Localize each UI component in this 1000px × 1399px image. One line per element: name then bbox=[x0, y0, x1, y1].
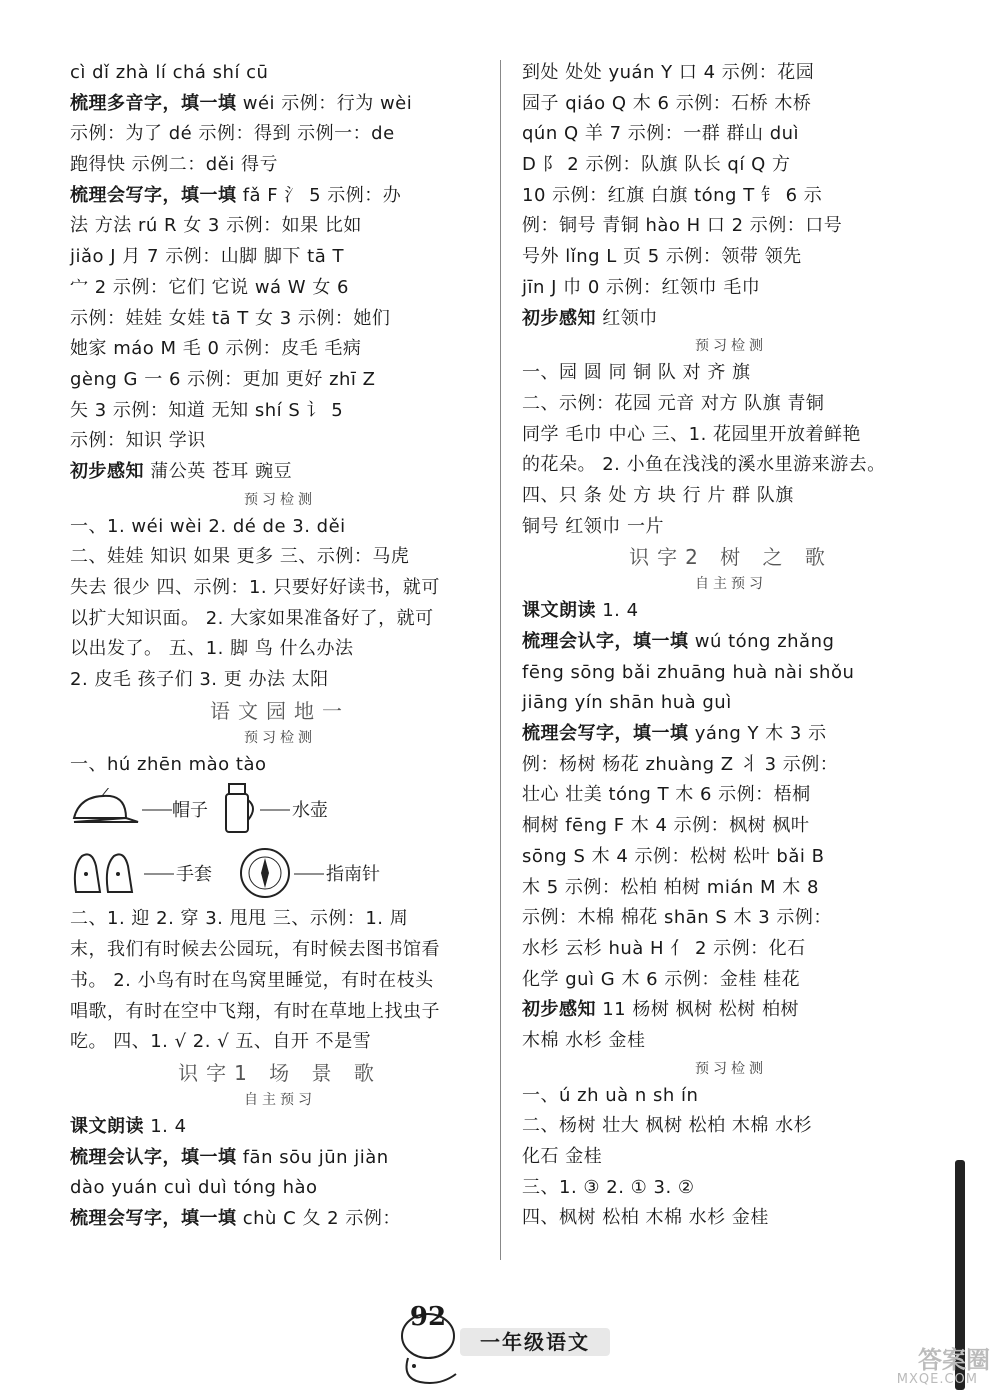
answer-text: 水杉 云杉 huà H 亻 2 示例：化石 bbox=[522, 937, 806, 959]
answer-line bbox=[522, 89, 940, 120]
answer-text: yáng Y 木 3 示 bbox=[688, 723, 827, 745]
answer-line bbox=[522, 1026, 940, 1057]
answer-line bbox=[70, 573, 490, 604]
pic-label: 手套 bbox=[176, 864, 212, 886]
answer-text: 1. 4 bbox=[596, 600, 639, 622]
answer-text: 示例：为了 dé 示例：得到 示例一：de bbox=[70, 123, 395, 145]
answer-line bbox=[522, 420, 940, 451]
subsection-heading: 自主预习 bbox=[244, 1091, 316, 1108]
answer-text: 示例：木棉 棉花 shān S 木 3 示例： bbox=[522, 907, 832, 929]
cap-icon bbox=[70, 788, 140, 832]
section-label: 梳理多音字，填一填 bbox=[70, 92, 237, 114]
answer-text: 11 杨树 枫树 松树 柏树 bbox=[596, 999, 800, 1021]
answer-line bbox=[522, 119, 940, 150]
answer-text: 失去 很少 四、示例：1. 只要好好读书，就可 bbox=[70, 577, 440, 598]
answer-line bbox=[522, 1173, 940, 1204]
answer-text: 一、1. wéi wèi 2. dé de 3. děi bbox=[70, 515, 346, 537]
answer-text: 园子 qiáo Q 木 6 示例：石桥 木桥 bbox=[522, 92, 812, 114]
answer-text: 号外 lǐng L 页 5 示例：领带 领先 bbox=[522, 246, 802, 268]
lesson-heading: 识字1 场 景 歌 bbox=[178, 1060, 382, 1085]
answer-text: 示例：知识 学识 bbox=[70, 430, 206, 452]
answer-text: 法 方法 rú R 女 3 示例：如果 比如 bbox=[70, 215, 362, 237]
answer-text: 矢 3 示例：知道 无知 shí S 讠 5 bbox=[70, 399, 344, 421]
answer-line bbox=[522, 512, 940, 543]
answer-line bbox=[70, 457, 490, 488]
answer-text: jiāng yín shān huà guì bbox=[522, 692, 732, 714]
compass-icon bbox=[238, 846, 292, 900]
answer-line bbox=[522, 1203, 940, 1234]
answer-text: wú tóng zhǎng bbox=[688, 631, 835, 652]
answer-line bbox=[522, 995, 940, 1026]
section-label: 梳理会写字，填一填 bbox=[522, 723, 689, 745]
answer-line bbox=[522, 1111, 940, 1142]
answer-text: 末，我们有时候去公园玩，有时候去图书馆看 bbox=[70, 939, 440, 961]
answer-text: qún Q 羊 7 示例：一群 群山 duì bbox=[522, 123, 800, 145]
grade-label: 一年级语文 bbox=[460, 1328, 610, 1356]
answer-text: 1. 4 bbox=[144, 1115, 187, 1137]
answer-line bbox=[70, 1112, 490, 1143]
watermark-logo: 答案圈 bbox=[918, 1346, 990, 1374]
answer-text: fān sōu jūn jiàn bbox=[236, 1146, 389, 1168]
answer-line bbox=[522, 658, 940, 689]
answer-line bbox=[522, 627, 940, 658]
answer-line bbox=[70, 304, 490, 335]
answer-line bbox=[70, 181, 490, 212]
matching-pictures-row-1 bbox=[70, 780, 490, 842]
answer-line bbox=[70, 1204, 490, 1235]
answer-text: 一、hú zhēn mào tào bbox=[70, 753, 267, 775]
answer-line bbox=[70, 396, 490, 427]
answer-line bbox=[522, 1081, 940, 1112]
answer-text: dào yuán cuì duì tóng hào bbox=[70, 1177, 318, 1199]
answer-text: jīn J 巾 0 示例：红领巾 毛巾 bbox=[522, 276, 761, 298]
lesson-heading: 语文园地一 bbox=[210, 698, 350, 723]
answer-text: 以扩大知识面。 2. 大家如果准备好了，就可 bbox=[70, 607, 434, 629]
section-label: 初步感知 bbox=[522, 999, 596, 1021]
answer-line bbox=[522, 842, 940, 873]
answer-line bbox=[522, 780, 940, 811]
answer-line bbox=[70, 542, 490, 573]
answer-text: 同学 毛巾 中心 三、1. 花园里开放着鲜艳 bbox=[522, 423, 862, 445]
answer-text: sōng S 木 4 示例：松树 松叶 bǎi B bbox=[522, 845, 825, 867]
answer-line bbox=[70, 1143, 490, 1174]
answer-text: 壮心 壮美 tóng T 木 6 示例：梧桐 bbox=[522, 784, 811, 806]
section-label: 梳理会认字，填一填 bbox=[522, 631, 689, 652]
answer-line bbox=[70, 58, 490, 89]
answer-text: 二、杨树 壮大 枫树 松柏 木棉 水杉 bbox=[522, 1115, 813, 1137]
answer-line bbox=[70, 426, 490, 457]
answer-text: 二、娃娃 知识 如果 更多 三、示例：马虎 bbox=[70, 546, 410, 568]
answer-text: jiǎo J 月 7 示例：山脚 脚下 tā T bbox=[70, 246, 344, 268]
answer-text: fēng sōng bǎi zhuāng huà nài shǒu bbox=[522, 661, 855, 683]
pic-label: 水壶 bbox=[292, 800, 328, 822]
answer-line bbox=[522, 211, 940, 242]
thermos-icon bbox=[220, 780, 260, 836]
answer-text: 桐树 fēng F 木 4 示例：枫树 枫叶 bbox=[522, 815, 810, 837]
answer-text: 她家 máo M 毛 0 示例：皮毛 毛病 bbox=[70, 338, 362, 360]
answer-line bbox=[70, 512, 490, 543]
answer-line bbox=[70, 273, 490, 304]
answer-line bbox=[70, 334, 490, 365]
answer-text: 红领巾 bbox=[596, 307, 658, 329]
section-label: 初步感知 bbox=[70, 460, 144, 482]
answer-line bbox=[522, 150, 940, 181]
answer-line bbox=[70, 750, 490, 781]
subsection-heading: 预习检测 bbox=[695, 1060, 767, 1077]
right-column bbox=[522, 58, 940, 1234]
answer-text: 四、只 条 处 方 块 行 片 群 队旗 bbox=[522, 484, 794, 506]
answer-text: 木 5 示例：松柏 柏树 mián M 木 8 bbox=[522, 876, 819, 898]
answer-text: 铜号 红领巾 一片 bbox=[522, 515, 664, 537]
pic-label: 帽子 bbox=[172, 800, 208, 822]
answer-text: D 阝 2 示例：队旗 队长 qí Q 方 bbox=[522, 154, 791, 176]
answer-text: 吃。 四、1. √ 2. √ 五、自开 不是雪 bbox=[70, 1031, 372, 1053]
section-label: 梳理会写字，填一填 bbox=[70, 184, 237, 206]
answer-line bbox=[522, 58, 940, 89]
section-label: 课文朗读 bbox=[70, 1115, 144, 1137]
answer-line bbox=[70, 1173, 490, 1204]
answer-line bbox=[522, 750, 940, 781]
answer-text: 三、1. ③ 2. ① 3. ② bbox=[522, 1176, 695, 1198]
column-divider bbox=[500, 60, 501, 1260]
answer-text: 化学 guì G 木 6 示例：金桂 桂花 bbox=[522, 968, 801, 990]
answer-text: 以出发了。 五、1. 脚 鸟 什么办法 bbox=[70, 638, 354, 660]
answer-text: 宀 2 示例：它们 它说 wá W 女 6 bbox=[70, 276, 350, 298]
answer-line bbox=[70, 119, 490, 150]
answer-line bbox=[70, 211, 490, 242]
answer-line bbox=[70, 997, 490, 1028]
answer-line bbox=[522, 358, 940, 389]
answer-text: 蒲公英 苍耳 豌豆 bbox=[144, 460, 293, 482]
answer-line bbox=[522, 1142, 940, 1173]
answer-line bbox=[70, 150, 490, 181]
page-number: 92 bbox=[409, 1302, 447, 1332]
section-label: 梳理会认字，填一填 bbox=[70, 1146, 237, 1168]
watermark-url: MXQE.COM bbox=[896, 1372, 978, 1387]
answer-line bbox=[70, 365, 490, 396]
answer-text: wéi 示例：行为 wèi bbox=[236, 92, 413, 114]
answer-line bbox=[522, 273, 940, 304]
subsection-heading: 预习检测 bbox=[244, 729, 316, 746]
lesson-heading: 识字2 树 之 歌 bbox=[629, 545, 833, 570]
pic-label: 指南针 bbox=[326, 864, 380, 886]
answer-line bbox=[522, 965, 940, 996]
subsection-heading: 预习检测 bbox=[244, 491, 316, 508]
answer-line bbox=[522, 596, 940, 627]
answer-line bbox=[522, 181, 940, 212]
answer-text: gèng G 一 6 示例：更加 更好 zhī Z bbox=[70, 368, 376, 390]
answer-line bbox=[70, 665, 490, 696]
answer-text: 示例：娃娃 女娃 tā T 女 3 示例：她们 bbox=[70, 307, 391, 329]
answer-line bbox=[70, 604, 490, 635]
answer-line bbox=[522, 389, 940, 420]
answer-line bbox=[70, 966, 490, 997]
answer-text: 化石 金桂 bbox=[522, 1146, 603, 1167]
subsection-heading: 预习检测 bbox=[695, 338, 767, 355]
answer-line bbox=[70, 935, 490, 966]
answer-text: 2. 皮毛 孩子们 3. 更 办法 太阳 bbox=[70, 669, 329, 691]
answer-text: cì dǐ zhà lí chá shí cū bbox=[70, 62, 269, 83]
answer-text: 二、示例：花园 元音 对方 队旗 青铜 bbox=[522, 392, 825, 414]
subsection-heading: 自主预习 bbox=[695, 576, 767, 593]
answer-line bbox=[522, 719, 940, 750]
answer-text: 一、ú zh uà n sh ín bbox=[522, 1084, 699, 1106]
answer-text: 唱歌，有时在空中飞翔，有时在草地上找虫子 bbox=[70, 1000, 440, 1022]
answer-text: fǎ F 氵 5 示例：办 bbox=[236, 184, 402, 206]
gloves-icon bbox=[70, 846, 142, 898]
answer-text: 例：杨树 杨花 zhuàng Z 丬 3 示例： bbox=[522, 753, 839, 775]
answer-line bbox=[70, 242, 490, 273]
answer-line bbox=[522, 242, 940, 273]
answer-text: 一、园 圆 同 铜 队 对 齐 旗 bbox=[522, 362, 751, 384]
answer-text: 10 示例：红旗 白旗 tóng T 钅 6 示 bbox=[522, 184, 823, 206]
answer-text: chù C 夂 2 示例： bbox=[236, 1207, 401, 1229]
section-label: 梳理会写字，填一填 bbox=[70, 1207, 237, 1229]
answer-line bbox=[522, 450, 940, 481]
answer-line bbox=[522, 481, 940, 512]
answer-text: 木棉 水杉 金桂 bbox=[522, 1029, 646, 1051]
section-label: 课文朗读 bbox=[522, 600, 596, 622]
answer-line bbox=[70, 634, 490, 665]
section-label: 初步感知 bbox=[522, 307, 596, 329]
answer-line bbox=[70, 89, 490, 120]
answer-text: 书。 2. 小鸟有时在鸟窝里睡觉，有时在枝头 bbox=[70, 969, 434, 991]
answer-text: 二、1. 迎 2. 穿 3. 甩甩 三、示例：1. 周 bbox=[70, 908, 409, 930]
answer-line bbox=[522, 688, 940, 719]
answer-line bbox=[522, 873, 940, 904]
answer-line bbox=[522, 934, 940, 965]
answer-text: 跑得快 示例二：děi 得亏 bbox=[70, 154, 278, 176]
answer-text: 例：铜号 青铜 hào H 口 2 示例：口号 bbox=[522, 215, 843, 237]
left-column bbox=[70, 58, 490, 1235]
answer-text: 的花朵。 2. 小鱼在浅浅的溪水里游来游去。 bbox=[522, 454, 886, 476]
answer-line bbox=[522, 811, 940, 842]
answer-text: 四、枫树 松柏 木棉 水杉 金桂 bbox=[522, 1207, 769, 1229]
answer-text: 到处 处处 yuán Y 口 4 示例：花园 bbox=[522, 62, 815, 83]
matching-pictures-row-2 bbox=[70, 842, 490, 904]
answer-line bbox=[70, 904, 490, 935]
answer-line bbox=[522, 903, 940, 934]
answer-line bbox=[522, 304, 940, 335]
answer-line bbox=[70, 1027, 490, 1058]
